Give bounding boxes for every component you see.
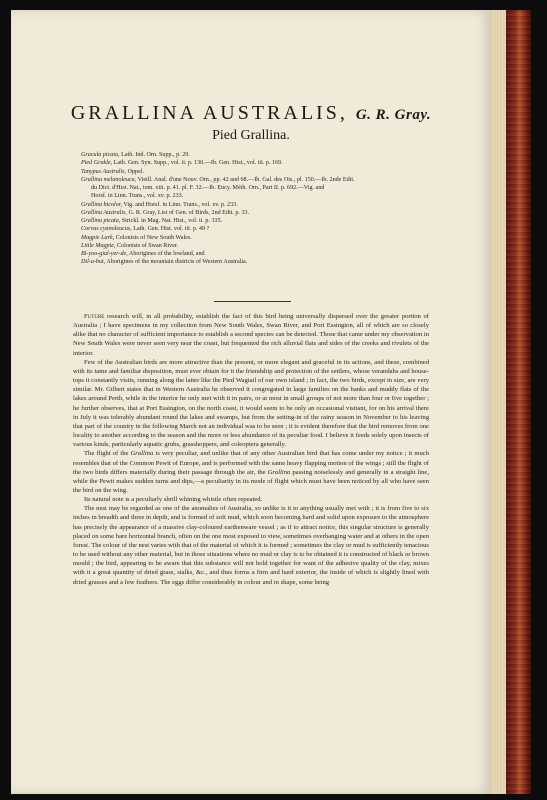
synonym-ref: Lath. Gen. Syn. Supp., vol. ii. p. 130.—Ib. Gen. Hist., vol. iii. p. 169. xyxy=(112,160,283,167)
synonym-name: Tanypus Australis, xyxy=(81,168,127,175)
synonym-entry xyxy=(81,168,431,176)
synonym-name: Little Magpie, xyxy=(81,242,116,249)
species-author: G. R. Gray. xyxy=(355,107,432,123)
synonym-ref: Strickl. in Mag. Nat. Hist., vol. ii. p. 335. xyxy=(120,218,223,224)
synonym-ref: Oppel. xyxy=(126,168,144,175)
synonym-ref: Horsf. in Linn. Trans., vol. xv. p. 233. xyxy=(91,193,184,200)
synonym-name: Gracula picata, xyxy=(81,152,120,158)
synonym-name: Bl-yoo-gial-yer-de, xyxy=(81,251,128,257)
synonym-entry xyxy=(81,201,431,209)
paragraph-text: passing noiselessly and generally in a straight line, while the Pewit makes sudden turns and dips,—a peculiarity in its mode of flight which must have been noticed by all who have seen the bird on the wing. xyxy=(73,468,430,494)
synonym-entry xyxy=(81,209,431,217)
synonym-entry xyxy=(81,159,431,167)
section-divider xyxy=(214,301,291,302)
synonym-entry xyxy=(81,250,431,258)
paragraph-text: The flight of the xyxy=(84,450,131,458)
book-binding xyxy=(506,10,531,794)
species-title xyxy=(11,102,491,125)
paragraph: Few of the Australian birds are more attractive than the present, or more elegant and graceful in its actions, and these, combined with its tame and familiar disposition, must ever obtain for it the friendship and protection of the settlers, whose verandahs and house-tops it constantly visits, running along the latter like the Pied Wagtail of our own island ; in fact, the two birds, except in size, are very similar. Mr. Gilbert states that in Western Australia he observed it congregated in large families on the banks and muddy flats of the lakes around Perth, while in the interior he only met with it in pairs, or at most in small groups of not more than four or five together ; he further observes, that at Port Essington, on the north coast, it would seem to be only an occasional visitant, for on his arrival there in July it was tolerably abundant round the lakes and swamps, but from the setting-in of the rainy season in November to his leaving that part of the country in the following March not an individual was to be seen ; it is evident therefore that the bird removes from one locality to another according to the season and the more or less abundance of its peculiar food. I believe it feeds solely upon insects of various kinds, particularly aquatic grubs, grasshoppers, and coleoptera generally. xyxy=(73,358,429,449)
synonym-name: Grallina picata, xyxy=(81,218,121,224)
common-name: Pied Grallina. xyxy=(212,128,290,143)
paragraph-text: is very peculiar, and unlike that of any other Australian bird that has come under my notice ; it much resembles that of the Common Pewit of Europe, and is performed with the same heavy flapping motion of the wings ; still the flight of the two birds differs materially during their passage through the air, the xyxy=(73,450,429,476)
synonym-name: Corvus cyanoleucus, xyxy=(81,226,132,233)
synonym-entry xyxy=(81,234,431,242)
body-text xyxy=(73,312,429,587)
synonym-name: Grallina bicolor, xyxy=(81,201,122,208)
synonym-name: Dil-a-but, xyxy=(81,259,106,266)
synonym-entry xyxy=(81,176,431,184)
genus-name: Grallina xyxy=(130,450,154,458)
synonym-ref: Vig. and Horsf. in Linn. Trans., vol. xv. p. 233. xyxy=(121,201,238,208)
paragraph-text: research will, in all probability, establish the fact of this bird being universally dispersed over the greater portion of Australia ; I have specimens in my collection from New South Wales, Swan River, and Port Essington, all of which are so closely alike that no character of sufficient importance to establish a second species can be detected. Those that came under my observation in New South Wales were never seen very near the coast, but frequented the rich alluvial flats and sides of the creeks and rivulets of the interior. xyxy=(73,313,429,357)
book-page xyxy=(11,10,491,794)
synonym-ref: Aborigines of the lowland, and xyxy=(127,251,205,257)
synonym-ref: Colonists of Swan River. xyxy=(115,242,178,249)
synonym-ref: Colonists of New South Wales. xyxy=(114,234,192,241)
synonym-ref: Lath. Gen. Hist. vol. iii. p. 49 ? xyxy=(131,226,210,233)
page-edges xyxy=(491,10,506,794)
species-name: GRALLINA AUSTRALIS, xyxy=(70,102,348,124)
paragraph xyxy=(73,312,429,358)
synonym-entry xyxy=(81,242,431,250)
synonym-entry xyxy=(81,225,431,233)
synonymy-list xyxy=(81,151,431,267)
synonym-name: Grallina Australis, xyxy=(81,209,127,216)
synonym-entry xyxy=(81,258,431,266)
synonym-entry xyxy=(81,151,431,159)
synonym-ref: Lath. Ind. Orn. Supp., p. 29. xyxy=(119,152,190,158)
genus-name: Grallina xyxy=(267,468,291,476)
synonym-ref: Vieill. Anal. d'une Nouv. Orn., pp. 42 and 68.—Ib. Gal. des Ois., pl. 150.—Ib. 2nde Edit. xyxy=(136,176,355,183)
synonym-entry xyxy=(81,217,431,225)
paragraph: The nest may be regarded as one of the anomalies of Australia, so unlike is it to anything usually met with ; it is from five to six inches in breadth and three in depth, and is formed of soft mud, which soon becoming hard and solid upon exposure to the atmosphere has precisely the appearance of a massive clay-coloured earthenware vessel ; as if to attract notice, this singular structure is generally placed on some bare horizontal branch, often on the one most exposed to view, sometimes overhanging water and at others in the open forest. The colour of the nest varies with that of the material of which it is formed ; sometimes the clay or mud is sufficiently tenacious to be used without any other material, but in those situations where no mud or clay is to be obtained it is constructed of black or brown mould ; the bird, appearing to be aware that this substance will not hold together for want of the adhesive quality of the clay, mixes with it a great quantity of dried grass, stalks, &c., and thus forms a firm and hard exterior, the inside of which is slightly lined with dried grasses and a few feathers. The eggs differ considerably in colour and in shape, some being xyxy=(73,505,429,586)
paragraph xyxy=(73,449,429,495)
lead-word: Future xyxy=(84,313,105,320)
synonym-name: Pied Grakle, xyxy=(81,160,113,167)
synonym-continuation xyxy=(81,192,431,200)
synonym-ref: G. R. Gray, List of Gen. of Birds, 2nd Edit. p. 33. xyxy=(126,209,250,216)
synonym-name: Magpie Lark, xyxy=(81,234,115,241)
synonym-name: Grallina melanoleuca, xyxy=(81,176,137,183)
paragraph: Its natural note is a peculiarly shrill whining whistle often repeated. xyxy=(84,496,263,504)
synonym-ref: du Dict. d'Hist. Nat., tom. xiii. p. 41. pl. F. 32.—Ib. Ency. Méth. Orn., Part II. p. 692.—Vig. and xyxy=(91,185,325,191)
synonym-ref: Aborigines of the mountain districts of Western Australia. xyxy=(105,259,248,266)
synonym-continuation xyxy=(81,184,431,192)
